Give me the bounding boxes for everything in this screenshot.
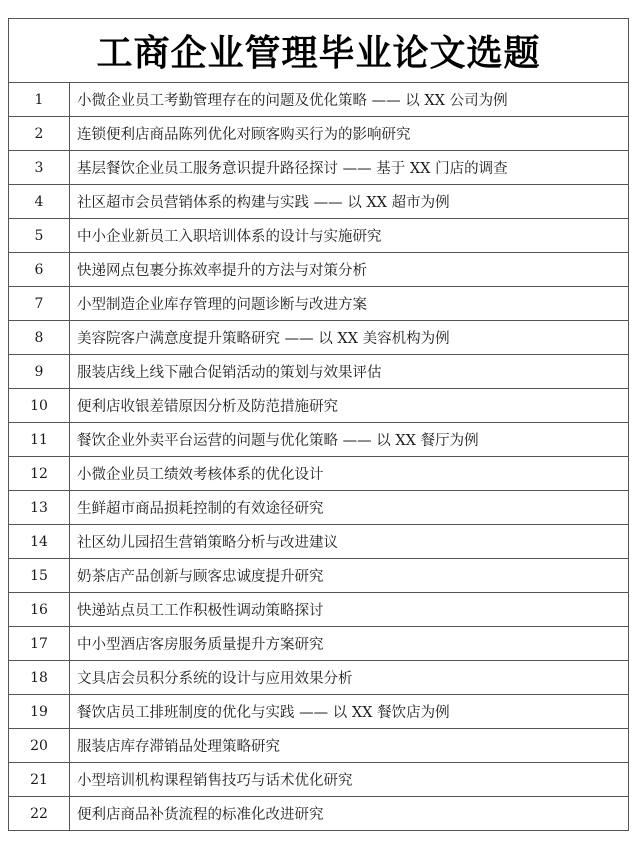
topic-title: 快递站点员工工作积极性调动策略探讨: [77, 603, 324, 619]
row-number: 22: [9, 797, 70, 830]
title-cell: [9, 19, 628, 83]
topic-title: 餐饮店员工排班制度的优化与实践 —— 以 XX 餐饮店为例: [77, 705, 450, 721]
topics-list: [9, 83, 628, 831]
row-number: 11: [9, 423, 70, 456]
row-number: 15: [9, 559, 70, 592]
row-number: 2: [9, 117, 70, 150]
row-number: 10: [9, 389, 70, 422]
table-row: [9, 491, 628, 525]
table-row: [9, 627, 628, 661]
topic-title: 社区幼儿园招生营销策略分析与改进建议: [77, 535, 338, 551]
topic-title: 便利店收银差错原因分析及防范措施研究: [77, 399, 338, 415]
row-number: 1: [9, 83, 70, 116]
row-number: 18: [9, 661, 70, 694]
topic-title: 餐饮企业外卖平台运营的问题与优化策略 —— 以 XX 餐厅为例: [77, 433, 479, 449]
topic-title: 奶茶店产品创新与顾客忠诚度提升研究: [77, 569, 324, 585]
topic-title: 小微企业员工绩效考核体系的优化设计: [77, 467, 324, 483]
table-row: [9, 423, 628, 457]
row-number: 17: [9, 627, 70, 660]
table-row: [9, 151, 628, 185]
row-number: 16: [9, 593, 70, 626]
table-row: [9, 355, 628, 389]
topic-title: 服装店线上线下融合促销活动的策划与效果评估: [77, 365, 382, 381]
table-row: [9, 253, 628, 287]
row-number: 13: [9, 491, 70, 524]
table-row: [9, 219, 628, 253]
topics-table: [8, 18, 629, 831]
table-row: [9, 525, 628, 559]
row-number: 19: [9, 695, 70, 728]
row-number: 21: [9, 763, 70, 796]
row-number: 9: [9, 355, 70, 388]
table-row: [9, 185, 628, 219]
row-number: 4: [9, 185, 70, 218]
table-row: [9, 661, 628, 695]
topic-title: 中小型酒店客房服务质量提升方案研究: [77, 637, 324, 653]
table-row: [9, 763, 628, 797]
table-row: [9, 729, 628, 763]
table-row: [9, 117, 628, 151]
topic-title: 小型制造企业库存管理的问题诊断与改进方案: [77, 297, 367, 313]
row-number: 12: [9, 457, 70, 490]
row-number: 14: [9, 525, 70, 558]
table-row: [9, 83, 628, 117]
row-number: 5: [9, 219, 70, 252]
table-row: [9, 457, 628, 491]
table-row: [9, 321, 628, 355]
table-row: [9, 287, 628, 321]
topic-title: 快递网点包裹分拣效率提升的方法与对策分析: [77, 263, 367, 279]
topic-title: 服装店库存滞销品处理策略研究: [77, 739, 280, 755]
topic-title: 美容院客户满意度提升策略研究 —— 以 XX 美容机构为例: [77, 331, 450, 347]
topic-title: 便利店商品补货流程的标准化改进研究: [77, 807, 324, 823]
topic-title: 社区超市会员营销体系的构建与实践 —— 以 XX 超市为例: [77, 195, 450, 211]
topic-title: 生鲜超市商品损耗控制的有效途径研究: [77, 501, 324, 517]
table-row: [9, 593, 628, 627]
topic-title: 文具店会员积分系统的设计与应用效果分析: [77, 671, 353, 687]
topic-title: 小微企业员工考勤管理存在的问题及优化策略 —— 以 XX 公司为例: [77, 93, 508, 109]
topic-title: 中小企业新员工入职培训体系的设计与实施研究: [77, 229, 382, 245]
table-row: [9, 389, 628, 423]
topic-title: 连锁便利店商品陈列优化对顾客购买行为的影响研究: [77, 127, 411, 143]
row-number: 6: [9, 253, 70, 286]
row-number: 20: [9, 729, 70, 762]
topic-title: 小型培训机构课程销售技巧与话术优化研究: [77, 773, 353, 789]
page-title: 工商企业管理毕业论文选题: [96, 33, 541, 74]
row-number: 8: [9, 321, 70, 354]
row-number: 3: [9, 151, 70, 184]
table-row: [9, 559, 628, 593]
table-row: [9, 695, 628, 729]
table-row: [9, 797, 628, 831]
topic-title: 基层餐饮企业员工服务意识提升路径探讨 —— 基于 XX 门店的调查: [77, 161, 508, 177]
row-number: 7: [9, 287, 70, 320]
